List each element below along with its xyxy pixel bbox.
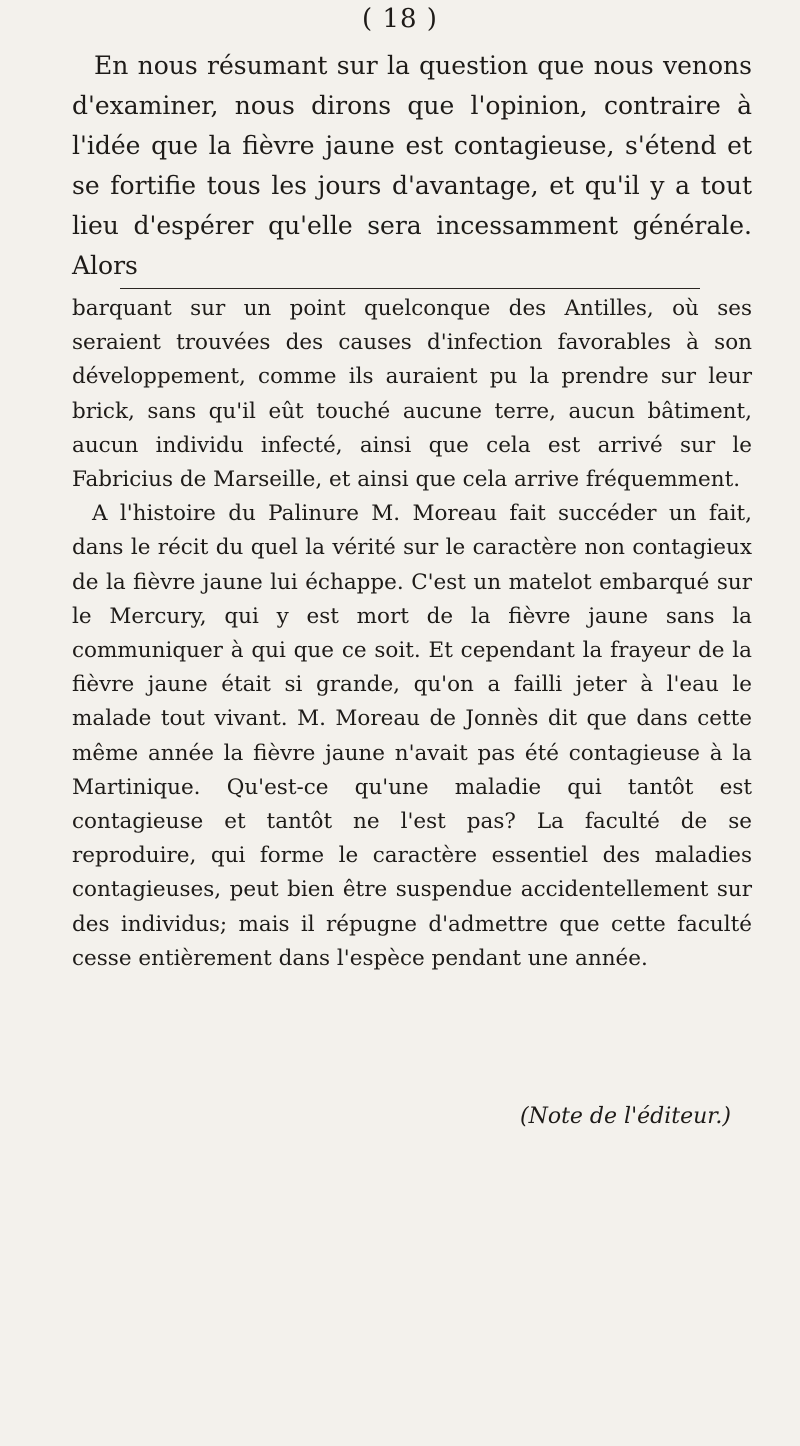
note-paragraph-2: A l'histoire du Palinure M. Moreau fait succéder un fait, dans le récit du quel la vérité sur le caractère non contagieux de la fièvre jaune lui échappe. C'est un matelot embarqué sur le Mercury, qui y est mort de la fièvre jaune sans la communiquer à qui que ce soit. Et cependant la frayeur de la fièvre jaune était si grande, qu'on a failli jeter à l'eau le malade tout vivant. M. Moreau de Jonnès dit que dans cette même année la fièvre jaune n'avait pas été contagieuse à la Martinique. Qu'est-ce qu'une maladie qui tantôt est contagieuse et tantôt ne l'est pas? La faculté de se reproduire, qui forme le caractère essentiel des maladies contagieuses, peut bien être suspendue accidentellement sur des individus; mais il répugne d'admettre que cette faculté cesse entièrement dans l'espèce pendant une année. [72,501,752,971]
editor-note [72,292,752,976]
note-signature: (Note de l'éditeur.) [520,1104,731,1129]
note-paragraph-1: barquant sur un point quelconque des Antilles, où ses seraient trouvées des causes d'infection favorables à son développement, comme ils auraient pu la prendre sur leur brick, sans qu'il eût touché aucune terre, aucun bâtiment, aucun individu infecté, ainsi que cela est arrivé sur le Fabricius de Marseille, et ainsi que cela arrive fréquemment. [72,296,752,493]
main-text [72,46,752,286]
main-paragraph: En nous résumant sur la question que nous venons d'examiner, nous dirons que l'opinion, contraire à l'idée que la fièvre jaune est contagieuse, s'étend et se fortifie tous les jours d'avantage, et qu'il y a tout lieu d'espérer qu'elle sera incessamment générale. Alors [72,51,752,280]
page-number: ( 18 ) [362,4,438,34]
footnote-separator [120,288,700,289]
